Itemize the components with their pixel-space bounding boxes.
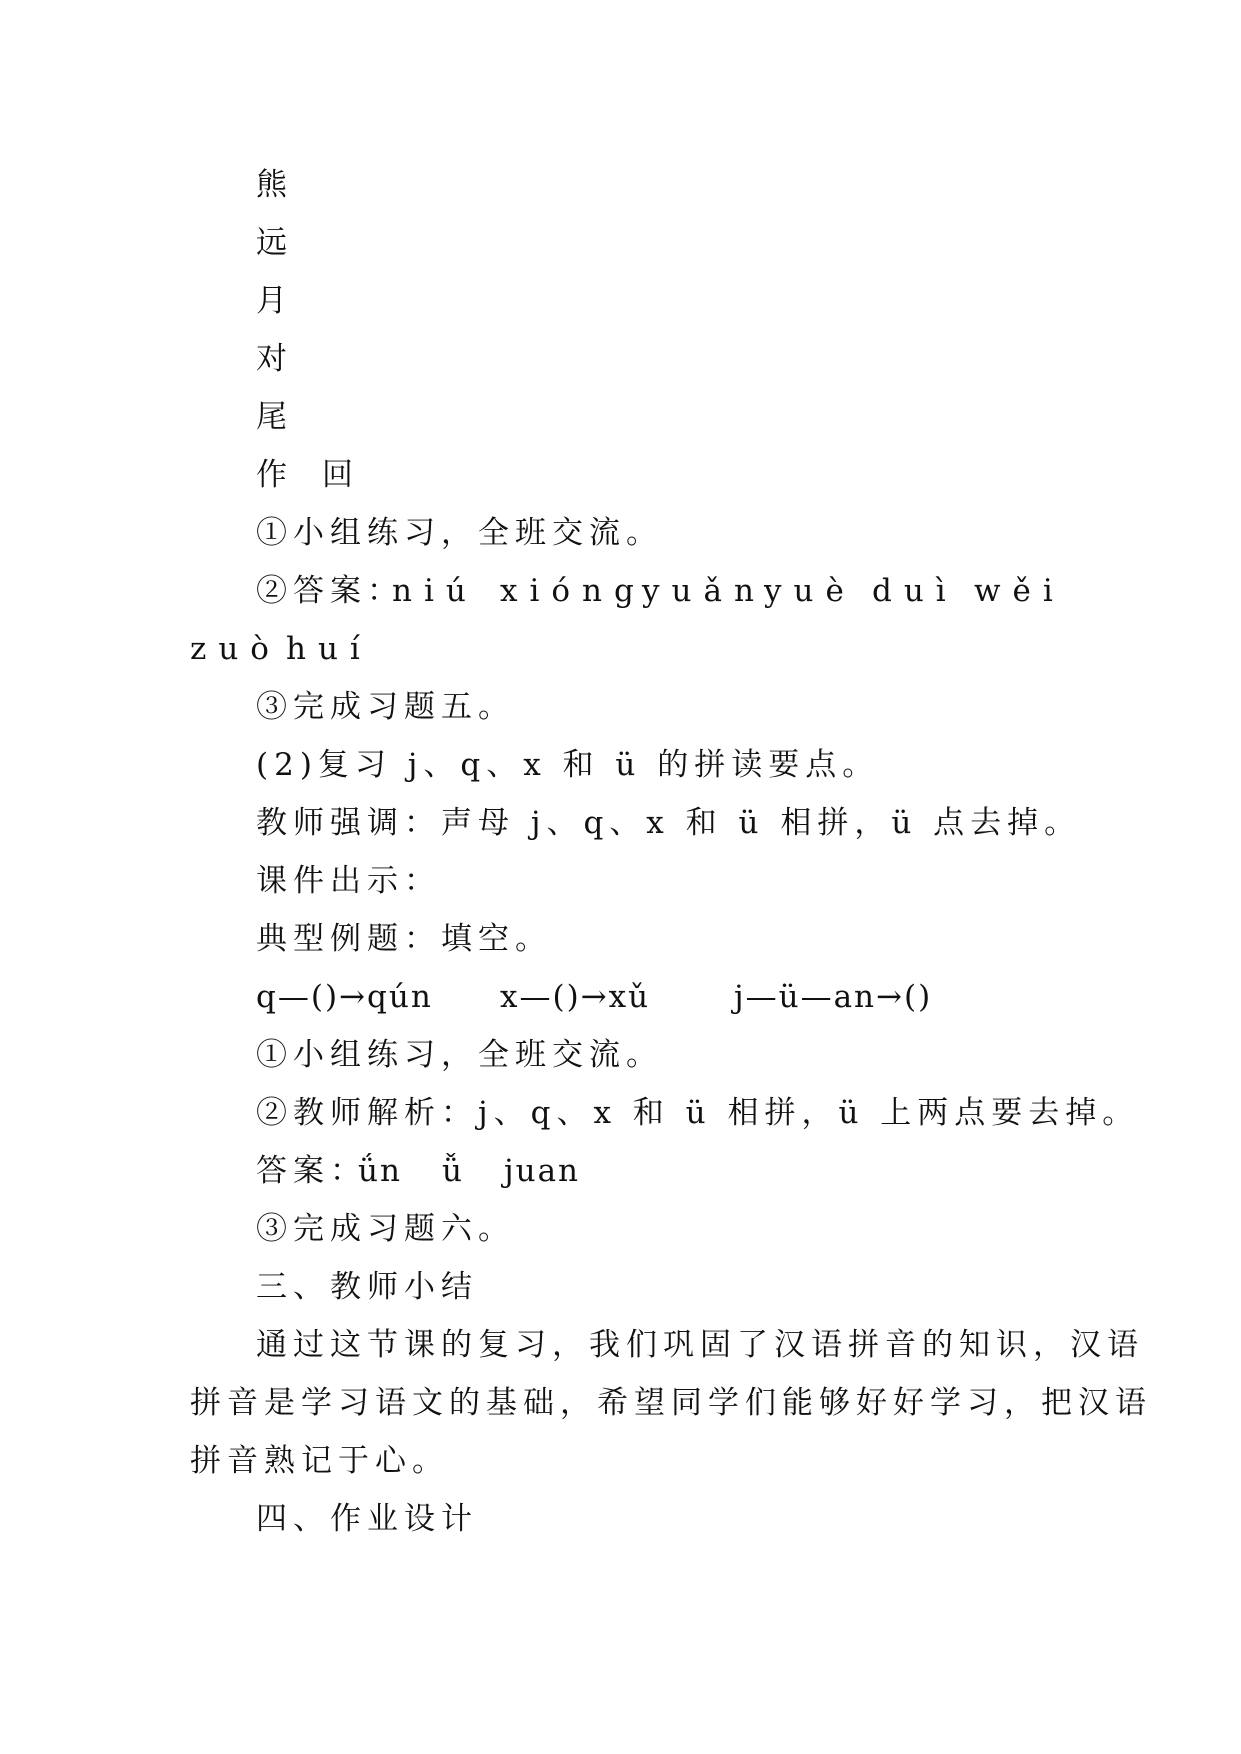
pinyin-dui: duì	[872, 573, 958, 609]
section-homework-design: 四、作业设计	[256, 1501, 478, 1537]
exercise-juan: j—ü—an→()	[734, 979, 933, 1015]
pinyin-zuo: zuò	[190, 631, 281, 667]
character-wei: 尾	[256, 399, 289, 435]
step-exercise-five: ③完成习题五。	[256, 689, 515, 725]
answer2-line	[256, 1151, 656, 1191]
exercise-qun: q—()→qún	[256, 979, 433, 1015]
courseware-label: 课件出示：	[256, 863, 441, 899]
answer2-u: ǚ	[442, 1153, 464, 1189]
step-exercise-six: ③完成习题六。	[256, 1211, 515, 1247]
pinyin-yuan: yuǎn	[642, 573, 766, 609]
exercise-xu: x—()→xǔ	[500, 979, 651, 1015]
teacher-analysis: ②教师解析：j、q、x 和 ü 相拼，ü 上两点要去掉。	[256, 1095, 1140, 1131]
answer-line-wrap	[190, 629, 490, 669]
section-teacher-summary: 三、教师小结	[256, 1269, 478, 1305]
character-zuo: 作	[256, 457, 289, 493]
review-jqx-heading: (2)复习 j、q、x 和 ü 的拼读要点。	[256, 747, 880, 783]
answer2-juan: juan	[504, 1153, 581, 1189]
character-pair	[256, 455, 456, 495]
character-hui: 回	[322, 457, 355, 493]
summary-paragraph-line-3: 拼音熟记于心。	[190, 1443, 449, 1479]
exercise-line	[256, 977, 996, 1017]
answer-label: ②答案：	[256, 573, 404, 609]
character-xiong: 熊	[256, 167, 289, 203]
summary-paragraph-line-2: 拼音是学习语文的基础，希望同学们能够好好学习，把汉语	[190, 1385, 1152, 1421]
character-yuan: 远	[256, 225, 289, 261]
pinyin-yue: yuè	[764, 573, 856, 609]
pinyin-hui: huí	[286, 631, 372, 667]
pinyin-xiong: xióng	[500, 573, 646, 609]
answer2-label: 答案：	[256, 1153, 367, 1189]
answer2-un: ǘn	[358, 1153, 402, 1189]
character-dui: 对	[256, 341, 289, 377]
summary-paragraph-line-1: 通过这节课的复习，我们巩固了汉语拼音的知识，汉语	[256, 1327, 1144, 1363]
step-group-practice-2: ①小组练习，全班交流。	[256, 1037, 663, 1073]
answer-line	[256, 571, 1065, 611]
character-yue: 月	[256, 283, 289, 319]
teacher-emphasis: 教师强调：声母 j、q、x 和 ü 相拼，ü 点去掉。	[256, 805, 1082, 841]
example-title: 典型例题：填空。	[256, 921, 552, 957]
pinyin-wei: wěi	[974, 573, 1065, 609]
pinyin-niu: niú	[392, 573, 478, 609]
step-group-practice-1: ①小组练习，全班交流。	[256, 515, 663, 551]
